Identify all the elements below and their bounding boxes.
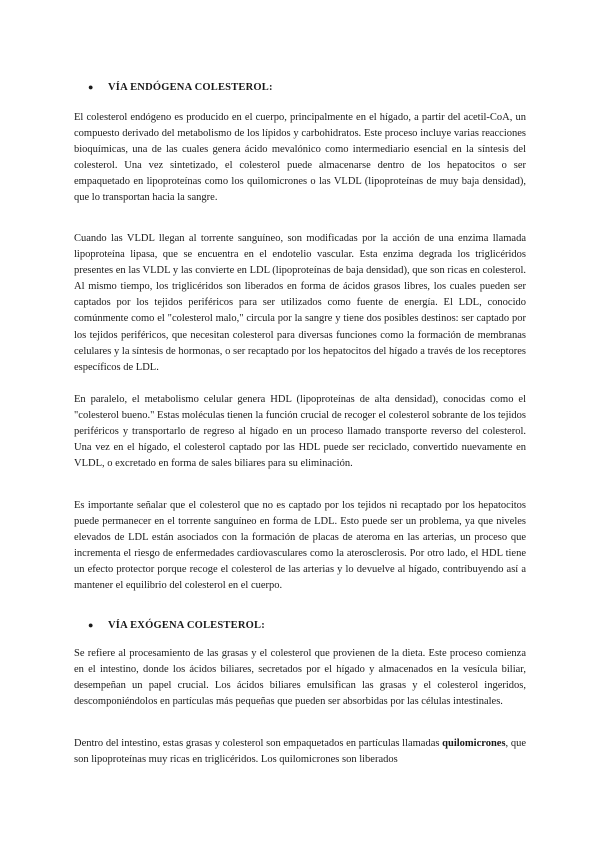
bullet-icon: ● — [88, 82, 94, 92]
paragraph: Cuando las VLDL llegan al torrente sanguíneo, son modificadas por la acción de una enzima llamada lipoproteína lipasa, que se encuentra en el endotelio vascular. Esta enzima degrada los triglicéridos presentes en las VLDL y las convierte en LDL (lipoproteínas de baja densidad), que son ricas en colesterol. Al mismo tiempo, los triglicéridos son liberados en forma de ácidos grasos libres, los cuales pueden ser captados por los tejidos periféricos para ser utilizados como fuente de energía. El LDL, conocido comúnmente como el "colesterol malo," circula por la sangre y tiene dos posibles destinos: ser captado por los tejidos periféricos, que necesitan colesterol para diversas funciones como la formación de membranas celulares y la síntesis de hormonas, o ser recaptado por los hepatocitos del hígado a través de los receptores específicos de LDL. — [74, 233, 526, 373]
paragraph: El colesterol endógeno es producido en el cuerpo, principalmente en el hígado, a partir del acetil-CoA, un compuesto derivado del metabolismo de los lípidos y carbohidratos. Este proceso incluye varias reacciones bioquímicas, una de las cuales genera ácido mevalónico como intermediario esencial en la síntesis del colesterol. Una vez sintetizado, el colesterol puede almacenarse dentro de los hepatocitos o ser empaquetado en lipoproteínas como los quilomicrones o las VLDL (lipoproteínas de muy baja densidad), que lo transportan hacia la sangre. — [74, 112, 526, 204]
paragraph: En paralelo, el metabolismo celular genera HDL (lipoproteínas de alta densidad), conocidas como el "colesterol bueno." Estas moléculas tienen la función crucial de recoger el colesterol sobrante de los tejidos periféricos y transportarlo de regreso al hígado en un proceso llamado transporte reverso del colesterol. Una vez en el hígado, el colesterol captado por las HDL puede ser reciclado, convertido nuevamente en VLDL, o excretado en forma de sales biliares para su eliminación. — [74, 394, 526, 470]
paragraph: Se refiere al procesamiento de las grasas y el colesterol que provienen de la dieta. Este proceso comienza en el intestino, donde los ácidos biliares, secretados por el hígado y almacenados en la vesícula biliar, desempeñan un papel crucial. Los ácidos biliares emulsifican las grasas y el colesterol ingeridos, descomponiéndolos en partículas más pequeñas que pueden ser absorbidas por las células intestinales. — [74, 648, 526, 708]
heading-text: VÍA EXÓGENA COLESTEROL: — [108, 620, 265, 631]
paragraph-text: , que son lipoproteínas muy ricas en triglicéridos. Los quilomicrones son liberados — [74, 738, 526, 766]
bold-term: quilomicrones — [442, 738, 506, 749]
bullet-icon: ● — [88, 620, 94, 630]
heading-text: VÍA ENDÓGENA COLESTEROL: — [108, 82, 273, 93]
section-heading-exogenous — [88, 620, 265, 631]
paragraph-text: Dentro del intestino, estas grasas y colesterol son empaquetados en partículas llamadas — [74, 738, 443, 749]
paragraph: Es importante señalar que el colesterol que no es captado por los tejidos ni recaptado por los hepatocitos puede permanecer en el torrente sanguíneo en forma de LDL. Esto puede ser un problema, ya que niveles elevados de LDL están asociados con la formación de placas de ateroma en las arterias, un proceso que incrementa el riesgo de enfermedades cardiovasculares como la aterosclerosis. Por otro lado, el HDL tiene un efecto protector porque recoge el colesterol de las arterias y lo devuelve al hígado, contribuyendo así a mantener el equilibrio del colesterol en el cuerpo. — [74, 500, 526, 592]
section-heading-endogenous — [88, 82, 273, 93]
paragraph — [74, 736, 526, 768]
